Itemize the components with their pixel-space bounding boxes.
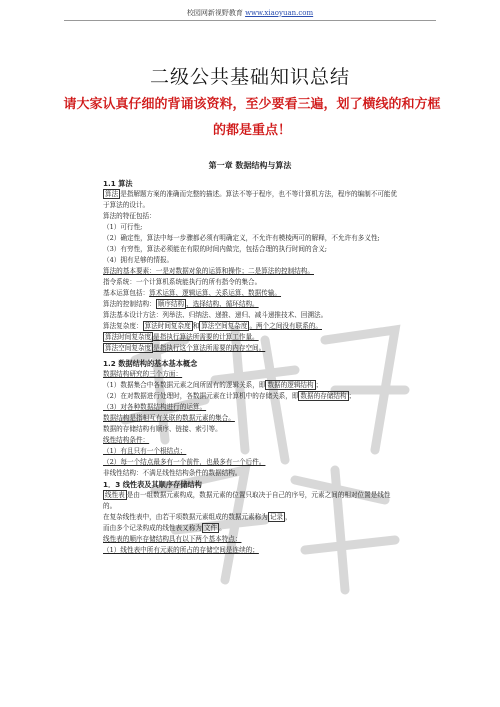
list-item: （2）确定性，算法中每一步骤都必须有明确定义，不允许有模棱两可的解释，不允许有多义性;: [103, 234, 380, 242]
boxed-term: 算法空间复杂度: [105, 344, 152, 352]
list-item: （2）在对数据进行处理时，各数据元素在计算机中的存储关系，即 数据的存储结构 ；: [103, 392, 356, 400]
header-link[interactable]: www.xiaoyuan.com: [245, 9, 314, 17]
list-item: （4）拥有足够的情报。: [103, 256, 174, 264]
boxed-term: 算法时间复杂度: [144, 322, 191, 330]
header-divider: [64, 20, 436, 21]
paragraph: 算法复杂度： 算法时间复杂度 和 算法空间复杂度 。两个之间没有联系的。: [103, 322, 322, 330]
underlined-line: 数据结构研究的三个方面：: [103, 370, 183, 378]
paragraph: 数据的存储结构有顺序、链接、索引等。: [103, 425, 222, 433]
paragraph: 而由多个记录构成的线性表又称为 文件 。: [103, 524, 226, 532]
paragraph: 基本运算包括：算术运算、逻辑运算、关系运算、数据传输。: [103, 289, 282, 297]
page-header: [0, 8, 500, 18]
paragraph: 算法空间复杂度 是指执行这个算法所需要的内存空间。: [105, 344, 266, 352]
section-heading-1-3: 1．3 线性表及其顺序存储结构: [103, 480, 202, 489]
section-heading-1-1: 1.1 算法: [103, 179, 133, 188]
section-heading-1-2: 1.2 数据结构的基本基本概念: [103, 359, 198, 368]
list-item: （3）有穷性，算法必须能在有限的时间内做完，包括合理的执行时间的含义;: [103, 245, 328, 253]
chapter-heading: 第一章 数据结构与算法: [208, 160, 292, 170]
paragraph: 在复杂线性表中，由若干项数据元素组成的数据元素称为 记录 ，: [103, 513, 292, 521]
underlined-line: 线性表的顺序存储结构具有以下两个基本特点：: [103, 535, 242, 543]
list-item: （1）线性表中所有元素的所占的存储空间是连续的；: [103, 546, 259, 554]
underlined-line: 线性结构条件：: [103, 436, 150, 444]
study-note: 请大家认真仔细的背诵该资料，至少要看三遍，划了横线的和方框的都是重点！: [63, 97, 441, 138]
paragraph: 指令系统：一个计算机系统能执行的所有指令的集合。: [103, 278, 262, 286]
paragraph: 算法 是指解题方案的准确而完整的描述。算法不等于程序，也不等计算机方法，程序的编制不可能优于算法的设计。: [103, 190, 398, 209]
list-item: （3）对各种数据结构进行的运算。: [103, 403, 207, 411]
boxed-term: 算法: [105, 190, 119, 198]
paragraph: 算法的特征包括：: [103, 212, 156, 220]
header-text: 校园网新视野教育: [186, 9, 243, 17]
boxed-term: 顺序结构: [157, 300, 185, 308]
list-item: （2）每一个结点最多有一个前件，也最多有一个后件。: [103, 458, 266, 466]
boxed-term: 数据的存储结构: [300, 392, 347, 400]
boxed-term: 算法时间复杂度: [105, 333, 152, 341]
paragraph: 算法时间复杂度 是指执行算法所需要的计算工作量。: [105, 333, 259, 341]
paragraph: 线性表 是由一组数据元素构成，数据元素的位置只取决于自己的序号，元素之间的相对位置是线性的。: [103, 491, 391, 510]
underlined-line: 算法的基本要素：一是对数据对象的运算和操作；二是算法的控制结构。: [103, 267, 314, 275]
paragraph: 算法的控制结构： 顺序结构 、选择结构、循环结构。: [103, 300, 259, 308]
paragraph: 非线性结构：不满足线性结构条件的数据结构。: [103, 469, 242, 477]
list-item: （1）数据集合中各数据元素之间所固有的逻辑关系，即 数据的逻辑结构 ；: [103, 381, 323, 389]
boxed-term: 数据的逻辑结构: [267, 381, 314, 389]
list-item: （1）可行性;: [103, 223, 143, 231]
document-body: [103, 178, 403, 556]
list-item: （1）有且只有一个根结点；: [103, 447, 187, 455]
boxed-term: 线性表: [105, 491, 125, 499]
page-title: 二级公共基础知识总结: [149, 66, 350, 88]
boxed-term: 文件: [203, 524, 218, 532]
boxed-term: 算法空间复杂度: [201, 322, 248, 330]
boxed-term: 记录: [269, 513, 284, 521]
underlined-line: 数据结构是指相互有关联的数据元素的集合。: [103, 414, 235, 422]
paragraph: 算法基本设计方法：列举法、归纳法、递推、递归、减斗递推技术、回溯法。: [103, 311, 328, 319]
